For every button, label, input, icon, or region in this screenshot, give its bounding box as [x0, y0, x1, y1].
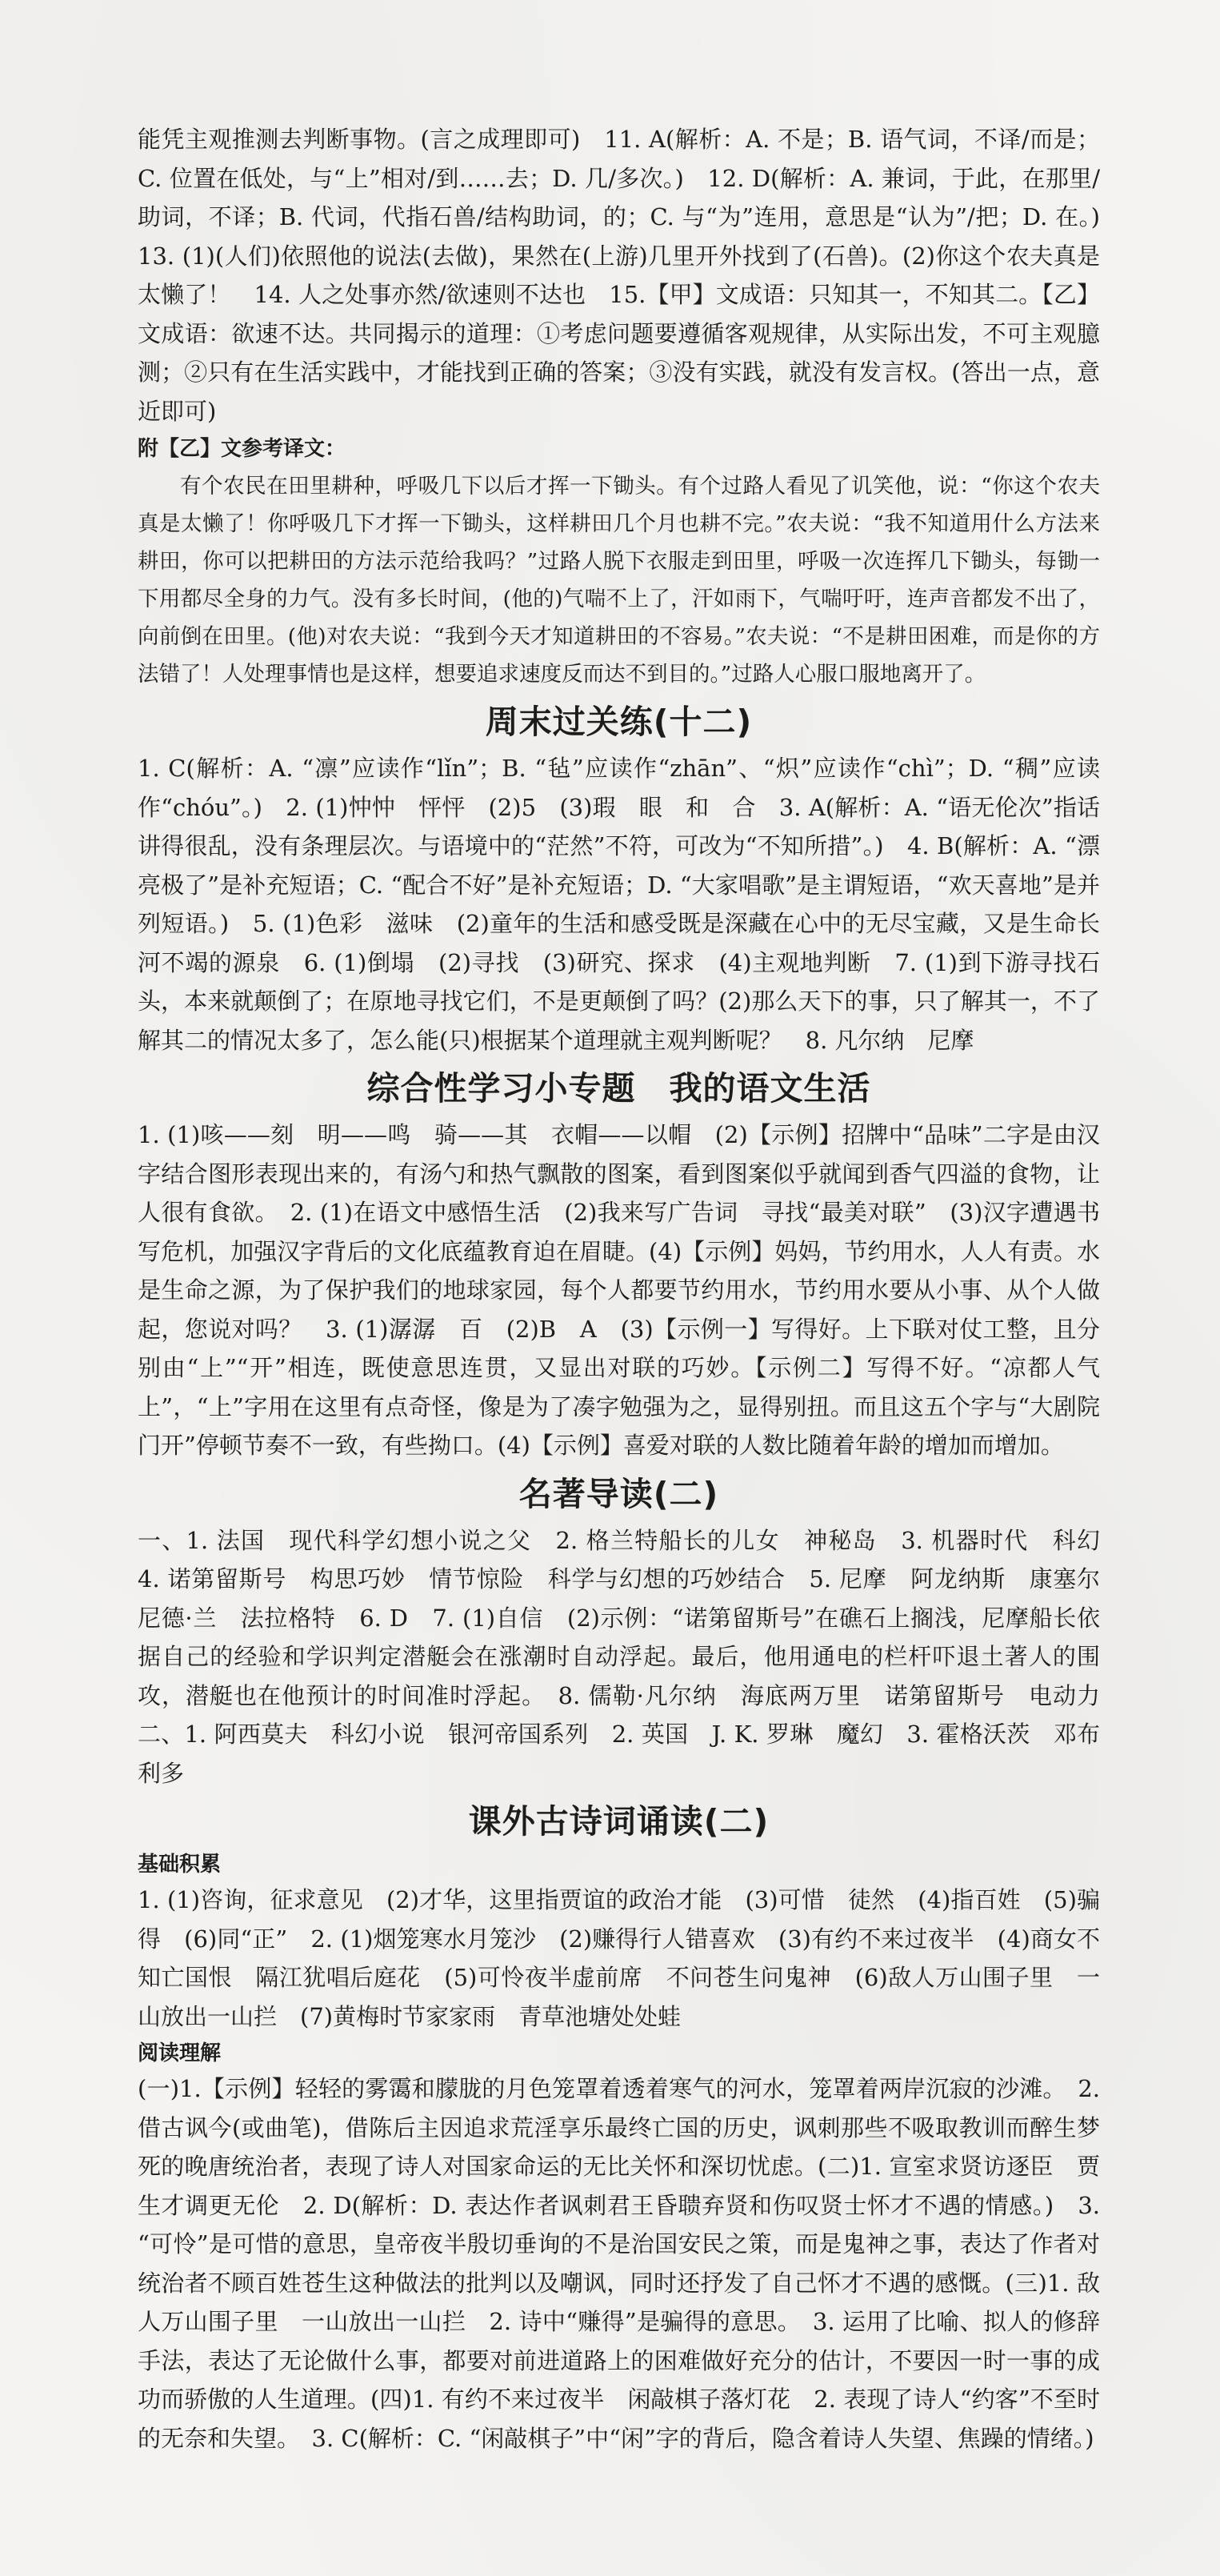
section-title-classics-guide: 名著导读(二)	[518, 1474, 719, 1513]
reference-translation-label: 附【乙】文参考译文：	[138, 437, 346, 461]
section-title-comprehensive-study: 综合性学习小专题 我的语文生活	[366, 1069, 871, 1108]
answers-block-comprehensive-study: 1. (1)咳——刻 明——鸣 骑——其 衣帽——以帽 (2)【示例】招牌中“品味”二字是由汉字结合图形表现出来的，有汤勺和热气飘散的图案，看到图案似乎就闻到香气四溢的食物，让人很有食欲。 2. (1)在语文中感悟生活 (2)我来写广告词 寻找“最美对联” (3)汉字遭遇书写危机，加强汉字背后的文化底蕴教育迫在眉睫。(4)【示例】妈妈，节约用水，人人有责。水是生命之源，为了保护我们的地球家园，每个人都要节约用水，节约用水要从小事、从个人做起，您说对吗？ 3. (1)潺潺 百 (2)B A (3)【示例一】写得好。上下联对仗工整，且分别由“上”“开”相连，既使意思连贯，又显出对联的巧妙。【示例二】写得不好。“凉都人气上”，“上”字用在这里有点奇怪，像是为了凑字勉强为之，显得别扭。而且这五个字与“大剧院门开”停顿节奏不一致，有些拗口。(4)【示例】喜爱对联的人数比随着年龄的增加而增加。	[138, 1121, 1100, 1459]
subheading-reading: 阅读理解	[138, 2041, 222, 2065]
subheading-basic: 基础积累	[138, 1853, 222, 1877]
answers-block-1: 能凭主观推测去判断事物。(言之成理即可) 11. A(解析：A. 不是；B. 语气词，不译/而是；C. 位置在低处，与“上”相对/到……去；D. 几/多次。) 12. D(解析：A. 兼词，于此，在那里/助词，不译；B. 代词，代指石兽/结构助词，的；C. 与“为”连用，意思是“认为”/把；D. 在。) 13. (1)(人们)依照他的说法(去做)，果然在(上游)几里开外找到了(石兽)。(2)你这个农夫真是太懒了！ 14. 人之处事亦然/欲速则不达也 15.【甲】文成语：只知其一，不知其二。【乙】文成语：欲速不达。共同揭示的道理：①考虑问题要遵循客观规律，从实际出发，不可主观臆测；②只有在生活实践中，才能找到正确的答案；③没有实践，就没有发言权。(答出一点，意近即可)	[138, 126, 1124, 425]
answers-block-basic: 1. (1)咨询，征求意见 (2)才华，这里指贾谊的政治才能 (3)可惜 徒然 (4)指百姓 (5)骗得 (6)同“正” 2. (1)烟笼寒水月笼沙 (2)赚得行人错喜欢 (3)有约不来过夜半 (4)商女不知亡国恨 隔江犹唱后庭花 (5)可怜夜半虚前席 不问苍生问鬼神 (6)敌人万山围子里 一山放出一山拦 (7)黄梅时节家家雨 青草池塘处处蛙	[138, 1886, 1100, 2030]
section-title-ancient-poetry: 课外古诗词诵读(二)	[468, 1802, 770, 1841]
section-title-weekend-practice: 周末过关练(十二)	[485, 703, 753, 741]
answers-block-reading: (一)1.【示例】轻轻的雾霭和朦胧的月色笼罩着透着寒气的河水，笼罩着两岸沉寂的沙滩。 2. 借古讽今(或曲笔)，借陈后主因追求荒淫享乐最终亡国的历史，讽刺那些不吸取教训而醉生梦死的晚唐统治者，表现了诗人对国家命运的无比关怀和深切忧虑。(二)1. 宣室求贤访逐臣 贾生才调更无伦 2. D(解析：D. 表达作者讽刺君王昏聩弃贤和伤叹贤士怀才不遇的情感。) 3. “可怜”是可惜的意思，皇帝夜半殷切垂询的不是治国安民之策，而是鬼神之事，表达了作者对统治者不顾百姓苍生这种做法的批判以及嘲讽，同时还抒发了自己怀才不遇的感慨。(三)1. 敌人万山围子里 一山放出一山拦 2. 诗中“赚得”是骗得的意思。 3. 运用了比喻、拟人的修辞手法，表达了无论做什么事，都要对前进道路上的困难做好充分的估计，不要因一时一事的成功而骄傲的人生道理。(四)1. 有约不来过夜半 闲敲棋子落灯花 2. 表现了诗人“约客”不至时的无奈和失望。 3. C(解析：C. “闲敲棋子”中“闲”字的背后，隐含着诗人失望、焦躁的情绪。)	[138, 2075, 1100, 2452]
reference-translation: 有个农民在田里耕种，呼吸几下以后才挥一下锄头。有个过路人看见了讥笑他，说：“你这个农夫真是太懒了！你呼吸几下才挥一下锄头，这样耕田几个月也耕不完。”农夫说：“我不知道用什么方法来耕田，你可以把耕田的方法示范给我吗？”过路人脱下衣服走到田里，呼吸一次连挥几下锄头，每锄一下用都尽全身的力气。没有多长时间，(他的)气喘不上了，汗如雨下，气喘吁吁，连声音都发不出了，向前倒在田里。(他)对农夫说：“我到今天才知道耕田的不容易。”农夫说：“不是耕田困难，而是你的方法错了！人处理事情也是这样，想要追求速度反而达不到目的。”过路人心服口服地离开了。	[138, 474, 1100, 687]
answers-block-weekend-practice: 1. C(解析：A. “凛”应读作“lǐn”；B. “毡”应读作“zhān”、“炽”应读作“chì”；D. “稠”应读作“chóu”。) 2. (1)忡忡 怦怦 (2)5 (3)瑕 眼 和 合 3. A(解析：A. “语无伦次”指话讲得很乱，没有条理层次。与语境中的“茫然”不符，可改为“不知所措”。) 4. B(解析：A. “漂亮极了”是补充短语；C. “配合不好”是补充短语；D. “大家唱歌”是主谓短语，“欢天喜地”是并列短语。) 5. (1)色彩 滋味 (2)童年的生活和感受既是深藏在心中的无尽宝藏，又是生命长河不竭的源泉 6. (1)倒塌 (2)寻找 (3)研究、探求 (4)主观地判断 7. (1)到下游寻找石头，本来就颠倒了；在原地寻找它们，不是更颠倒了吗？(2)那么天下的事，只了解其一，不了解其二的情况太多了，怎么能(只)根据某个道理就主观判断呢？ 8. 凡尔纳 尼摩	[138, 755, 1100, 1054]
answers-block-classics-guide: 一、1. 法国 现代科学幻想小说之父 2. 格兰特船长的儿女 神秘岛 3. 机器时代 科幻 4. 诺第留斯号 构思巧妙 情节惊险 科学与幻想的巧妙结合 5. 尼摩 阿龙纳斯 康塞尔 尼德·兰 法拉格特 6. D 7. (1)自信 (2)示例：“诺第留斯号”在礁石上搁浅，尼摩船长依据自己的经验和学识判定潜艇会在涨潮时自动浮起。最后，他用通电的栏杆吓退土著人的围攻，潜艇也在他预计的时间准时浮起。 8. 儒勒·凡尔纳 海底两万里 诺第留斯号 电动力 二、1. 阿西莫夫 科幻小说 银河帝国系列 2. 英国 J. K. 罗琳 魔幻 3. 霍格沃茨 邓布利多	[138, 1526, 1124, 1787]
